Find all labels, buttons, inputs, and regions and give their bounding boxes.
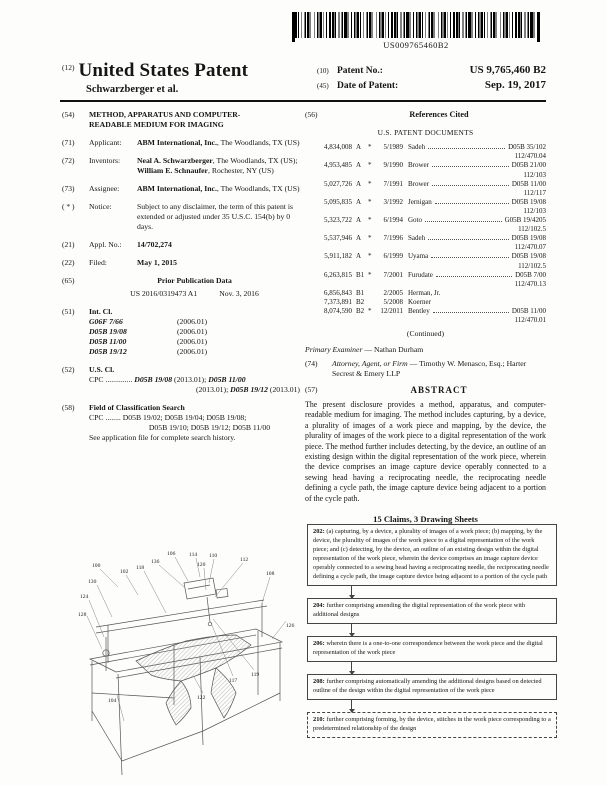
invention-title: METHOD, APPARATUS AND COMPUTER-READABLE MEDIUM FOR IMAGING xyxy=(89,110,241,129)
field-65: (65) xyxy=(62,276,75,285)
date-of-patent-label: Date of Patent: xyxy=(337,81,399,91)
reference-subclass: 112/117 xyxy=(523,188,546,197)
publication-date: Nov. 3, 2016 xyxy=(219,289,259,298)
reference-row: 6,263,815 B1 * 7/2001 Furudate D05B 7/00 xyxy=(324,270,546,279)
bibliographic-column xyxy=(62,110,300,451)
down-arrow-icon xyxy=(351,586,352,598)
us-cl-heading: U.S. Cl. xyxy=(89,365,115,374)
patent-no-label: Patent No.: xyxy=(337,66,383,76)
int-cl-entry: D05B 19/12 (2006.01) xyxy=(89,347,208,356)
field-54: (54) xyxy=(62,110,75,119)
search-history-note: See application file for complete search history. xyxy=(89,433,236,442)
figure-label: 102 xyxy=(120,569,129,575)
section-applicant xyxy=(62,138,300,148)
masthead-right xyxy=(317,64,546,94)
ino-10: (10) xyxy=(317,67,329,75)
reference-subclass: 112/103 xyxy=(523,206,546,215)
section-int-cl xyxy=(62,307,300,357)
prior-publication-heading: Prior Publication Data xyxy=(157,276,232,285)
reference-subclass: 112/102.5 xyxy=(518,225,546,234)
down-arrow-icon xyxy=(351,662,352,674)
notice-text: Subject to any disclaimer, the term of this patent is extended or adjusted under 35 U.S.C. 154(b) by 0 days. xyxy=(137,202,293,231)
inventors-label: Inventors: xyxy=(89,156,121,165)
figure-label: 130 xyxy=(88,579,97,585)
references-heading: References Cited xyxy=(409,110,469,119)
figure-label: 126 xyxy=(286,623,295,629)
references-abstract-column xyxy=(305,110,546,525)
field-73: (73) xyxy=(62,184,75,193)
ino-45: (45) xyxy=(317,82,329,90)
search-cpc-line-1: CPC ........ D05B 19/02; D05B 19/04; D05B 19/08; xyxy=(89,413,247,422)
figure-label: 104 xyxy=(108,698,117,704)
flowchart-box-206: 206: wherein there is a one-to-one correspondence between the work piece and the digital representation of the work piece xyxy=(307,636,557,662)
section-inventors xyxy=(62,156,300,176)
inventor-short-name: Schwarzberger et al. xyxy=(86,84,179,95)
int-cl-entry: G06F 7/66 (2006.01) xyxy=(89,317,208,326)
appl-no-value: 14/702,274 xyxy=(137,240,172,249)
section-notice xyxy=(62,202,300,232)
reference-row: 5,537,946 A * 7/1996 Sadeh D05B 19/08 xyxy=(324,234,546,243)
reference-row: 5,027,726 A * 7/1991 Brower D05B 11/00 xyxy=(324,179,546,188)
reference-subclass: 112/102.5 xyxy=(518,261,546,270)
filed-value: May 1, 2015 xyxy=(137,258,177,267)
figure-label: 117 xyxy=(229,678,238,684)
section-references xyxy=(305,110,546,121)
figure-label: 120 xyxy=(197,562,206,568)
reference-subclass: 112/470.01 xyxy=(514,316,546,325)
continued-note: (Continued) xyxy=(406,329,445,339)
filed-label: Filed: xyxy=(89,258,107,267)
reference-row: 4,953,485 A * 9/1990 Brower D05B 21/00 xyxy=(324,161,546,170)
figure-label: 114 xyxy=(189,552,198,558)
field-56: (56) xyxy=(305,110,318,119)
int-cl-entry: D05B 19/08 (2006.01) xyxy=(89,327,208,336)
reference-subclass: 112/470.13 xyxy=(514,279,546,288)
section-prior-publication xyxy=(62,276,300,299)
document-type: United States Patent xyxy=(78,60,249,81)
abstract-heading: ABSTRACT xyxy=(410,385,468,396)
us-patent-documents-heading: U.S. PATENT DOCUMENTS xyxy=(377,127,474,137)
field-58: (58) xyxy=(62,403,75,412)
masthead-left xyxy=(62,60,248,95)
figure-label: 128 xyxy=(78,612,87,618)
primary-examiner-line: Primary Examiner — Nathan Durham xyxy=(305,345,424,355)
date-of-patent-value: Sep. 19, 2017 xyxy=(484,79,546,91)
quilting-machine-figure xyxy=(66,543,300,783)
figure-label: 100 xyxy=(92,563,101,569)
reference-row: 5,911,182 A * 6/1999 Uyama D05B 19/08 xyxy=(324,252,546,261)
field-52: (52) xyxy=(62,365,75,374)
reference-row: 4,834,008 A * 5/1989 Sadeh D05B 35/102 xyxy=(324,143,546,152)
figure-label: 119 xyxy=(251,672,260,678)
patent-date-row xyxy=(317,79,546,91)
section-filed xyxy=(62,258,300,268)
section-assignee xyxy=(62,184,300,194)
references-table xyxy=(305,143,546,325)
flowchart-box-210: 210: further comprising forming, by the device, stitches in the work piece corresponding to a predetermined relationship of the design xyxy=(307,712,557,738)
ino-12: (12) xyxy=(62,63,75,72)
flowchart-box-208: 208: further comprising automatically amending the additional designs based on detected outline of the design within the digital representation of the work piece xyxy=(307,674,557,700)
assignee-label: Assignee: xyxy=(89,184,120,193)
down-arrow-icon xyxy=(351,700,352,712)
claims-flowchart xyxy=(307,524,557,738)
notice-label: Notice: xyxy=(89,202,112,211)
appl-no-label: Appl. No.: xyxy=(89,240,122,249)
figure-label: 136 xyxy=(151,559,160,565)
publication-number: US 2016/0319473 A1 xyxy=(130,289,198,298)
section-title xyxy=(62,110,300,130)
assignee-value: ABM International, Inc., The Woodlands, TX (US) xyxy=(137,184,300,193)
field-star: ( * ) xyxy=(62,202,75,211)
claims-drawing-sheets-line: 15 Claims, 3 Drawing Sheets xyxy=(373,514,478,525)
reference-subclass: 112/470.04 xyxy=(514,152,546,161)
reference-subclass: 112/470.07 xyxy=(514,243,546,252)
barcode-number: US009765460B2 xyxy=(383,40,449,50)
figure-label: 110 xyxy=(209,553,218,559)
field-72: (72) xyxy=(62,156,75,165)
figure-label: 108 xyxy=(266,571,275,577)
section-appl-no xyxy=(62,240,300,250)
applicant-label: Applicant: xyxy=(89,138,122,147)
reference-row: 7,373,891 B2 5/2008 Koerner xyxy=(324,297,431,306)
reference-row: 6,856,843 B1 2/2005 Herman, Jr. xyxy=(324,288,441,297)
section-field-of-search xyxy=(62,403,300,443)
field-51: (51) xyxy=(62,307,75,316)
inventors-value: Neal A. Schwarzberger, The Woodlands, TX (US); William E. Schnaufer, Rochester, NY (US) xyxy=(137,156,298,175)
down-arrow-icon xyxy=(351,624,352,636)
search-cpc-line-2: D05B 19/10; D05B 19/12; D05B 11/00 xyxy=(148,423,271,432)
field-74: (74) xyxy=(305,359,318,369)
figure-label: 112 xyxy=(240,557,249,563)
reference-row: 8,074,590 B2 * 12/2011 Bentley D05B 11/00 xyxy=(324,306,546,315)
barcode-image xyxy=(292,12,540,38)
figure-label: 124 xyxy=(80,594,89,600)
field-71: (71) xyxy=(62,138,75,147)
cpc-line-2: (2013.01); D05B 19/12 (2013.01) xyxy=(195,385,300,394)
int-cl-heading: Int. Cl. xyxy=(89,307,113,316)
flowchart-box-204: 204: further comprising amending the digital representation of the work piece with additional designs xyxy=(307,598,557,624)
field-22: (22) xyxy=(62,258,75,267)
header-divider xyxy=(60,100,546,102)
attorney-line: (74) Attorney, Agent, or Firm — Timothy W. Menasco, Esq.; Harter Secrest & Emery LLP xyxy=(305,359,527,379)
reference-subclass: 112/103 xyxy=(523,170,546,179)
cpc-line-1: CPC .............. D05B 19/08 (2013.01); D05B 11/00 xyxy=(89,375,246,384)
field-21: (21) xyxy=(62,240,75,249)
abstract-text: The present disclosure provides a method, apparatus, and computer-readable medium for imaging. The method includes capturing, by a device, a plurality of images of a work piece and mapping, by the device, the plurality of images of the work piece to a digital representation of the work piece. The method further includes detecting, by the device, an outline of an existing design within the digital representation of the work piece, wherein the device comprises an image capture device operably connected to a sewing head having a reciprocating needle, the reciprocating needle defining a cycle path, the image capture device being adjacent to a portion of the cycle path. xyxy=(305,399,546,503)
int-cl-entry: D05B 11/00 (2006.01) xyxy=(89,337,208,346)
applicant-value: ABM International, Inc., The Woodlands, TX (US) xyxy=(137,138,300,147)
figure-label: 106 xyxy=(167,551,176,557)
figure-label: 122 xyxy=(197,695,206,701)
reference-row: 5,095,835 A * 3/1992 Jernigan D05B 19/08 xyxy=(324,197,546,206)
machine-drawing xyxy=(66,543,300,783)
figure-label: 118 xyxy=(136,565,145,571)
abstract-heading-row xyxy=(305,385,546,397)
field-57: (57) xyxy=(305,385,318,395)
reference-row: 5,323,722 A * 6/1994 Goto G05B 19/4205 xyxy=(324,216,546,225)
patent-no-value: US 9,765,460 B2 xyxy=(469,64,546,76)
flowchart-box-202: 202: (a) capturing, by a device, a plurality of images of a work piece; (b) mapping, by the device, the plurality of images of the work piece to a digital representation of the work piece; and (c) detecting, by the device, an outline of an existing design within the digital representation of the work piece, wherein the device comprises an image capture device operably connected to a sewing head having a reciprocating needle, the reciprocating needle defining a cycle path, the image capture device being adjacent to a portion of the cycle path xyxy=(307,524,557,586)
patent-number-row xyxy=(317,64,546,76)
section-us-cl xyxy=(62,365,300,395)
prior-publication-line xyxy=(89,289,300,299)
field-of-search-heading: Field of Classification Search xyxy=(89,403,185,412)
